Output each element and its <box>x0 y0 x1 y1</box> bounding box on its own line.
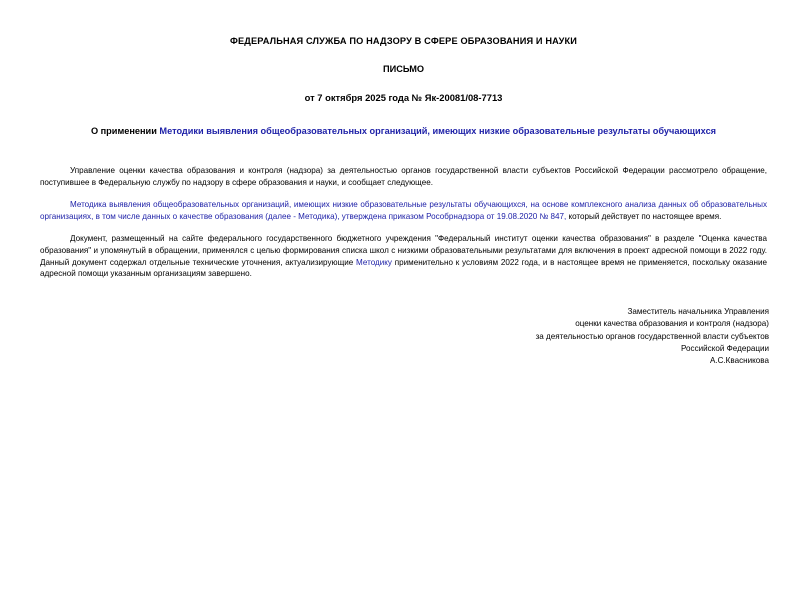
document-body <box>0 165 807 280</box>
signature-block <box>0 306 807 368</box>
document-number-and-date: от 7 октября 2025 года № Як-20081/08-7713 <box>304 92 503 103</box>
signatory-position-line-3: за деятельностью органов государственной власти субъектов <box>535 331 769 341</box>
document-title-prefix: О применении <box>90 126 160 136</box>
paragraph-2-tail: который действует по настоящее время. <box>566 211 722 221</box>
document-type: ПИСЬМО <box>382 64 425 74</box>
document-header <box>0 36 807 103</box>
paragraph-3-text-after-link: применительно к условиям 2022 года, и в настоящее время не применяется, поскольку оказание адресной помощи указанным организациям завершено. <box>40 257 767 279</box>
signatory-position-line-2: оценки качества образования и контроля (надзора) <box>575 319 769 329</box>
methodology-order-link[interactable]: Методика выявления общеобразовательных организаций, имеющих низкие образовательные результаты обучающихся, на основе комплексного анализа данных об образовательных организациях, в том числе данных о качестве образования (далее - Методика), утверждена приказом Рособрнадзора от 19.08.2020 № 847, <box>40 200 767 221</box>
paragraph-3 <box>40 233 767 279</box>
paragraph-1-text: Управление оценки качества образования и контроля (надзора) за деятельностью органов государственной власти субъектов Российской Федерации рассмотрело обращение, поступившее в Федеральную службу по надзору в сфере образования и науки, и сообщает следующее. <box>40 166 767 187</box>
methodology-inline-link[interactable]: Методику <box>356 257 392 267</box>
document-title-link[interactable]: Методики выявления общеобразовательных организаций, имеющих низкие образовательные результаты обучающихся <box>159 126 717 136</box>
signatory-name: А.С.Квасникова <box>709 356 769 366</box>
document-title <box>0 125 807 137</box>
signatory-position-line-4: Российской Федерации <box>680 343 769 353</box>
issuing-agency-name: ФЕДЕРАЛЬНАЯ СЛУЖБА ПО НАДЗОРУ В СФЕРЕ ОБРАЗОВАНИЯ И НАУКИ <box>230 36 577 46</box>
paragraph-1 <box>40 165 767 188</box>
document-page <box>0 36 807 607</box>
signatory-position-line-1: Заместитель начальника Управления <box>627 306 769 316</box>
paragraph-3-text-before-link: Документ, размещенный на сайте федерального государственного бюджетного учреждения "Федеральный институт оценки качества образования" в разделе "Оценка качества образования" и упомянутый в обращении, применялся с целью формирования списка школ с низкими образовательными результатами для включения в проект адресной помощи в 2022 году. Данный документ содержал отдельные технические уточнения, актуализирующие <box>40 234 767 267</box>
paragraph-2 <box>40 199 767 222</box>
